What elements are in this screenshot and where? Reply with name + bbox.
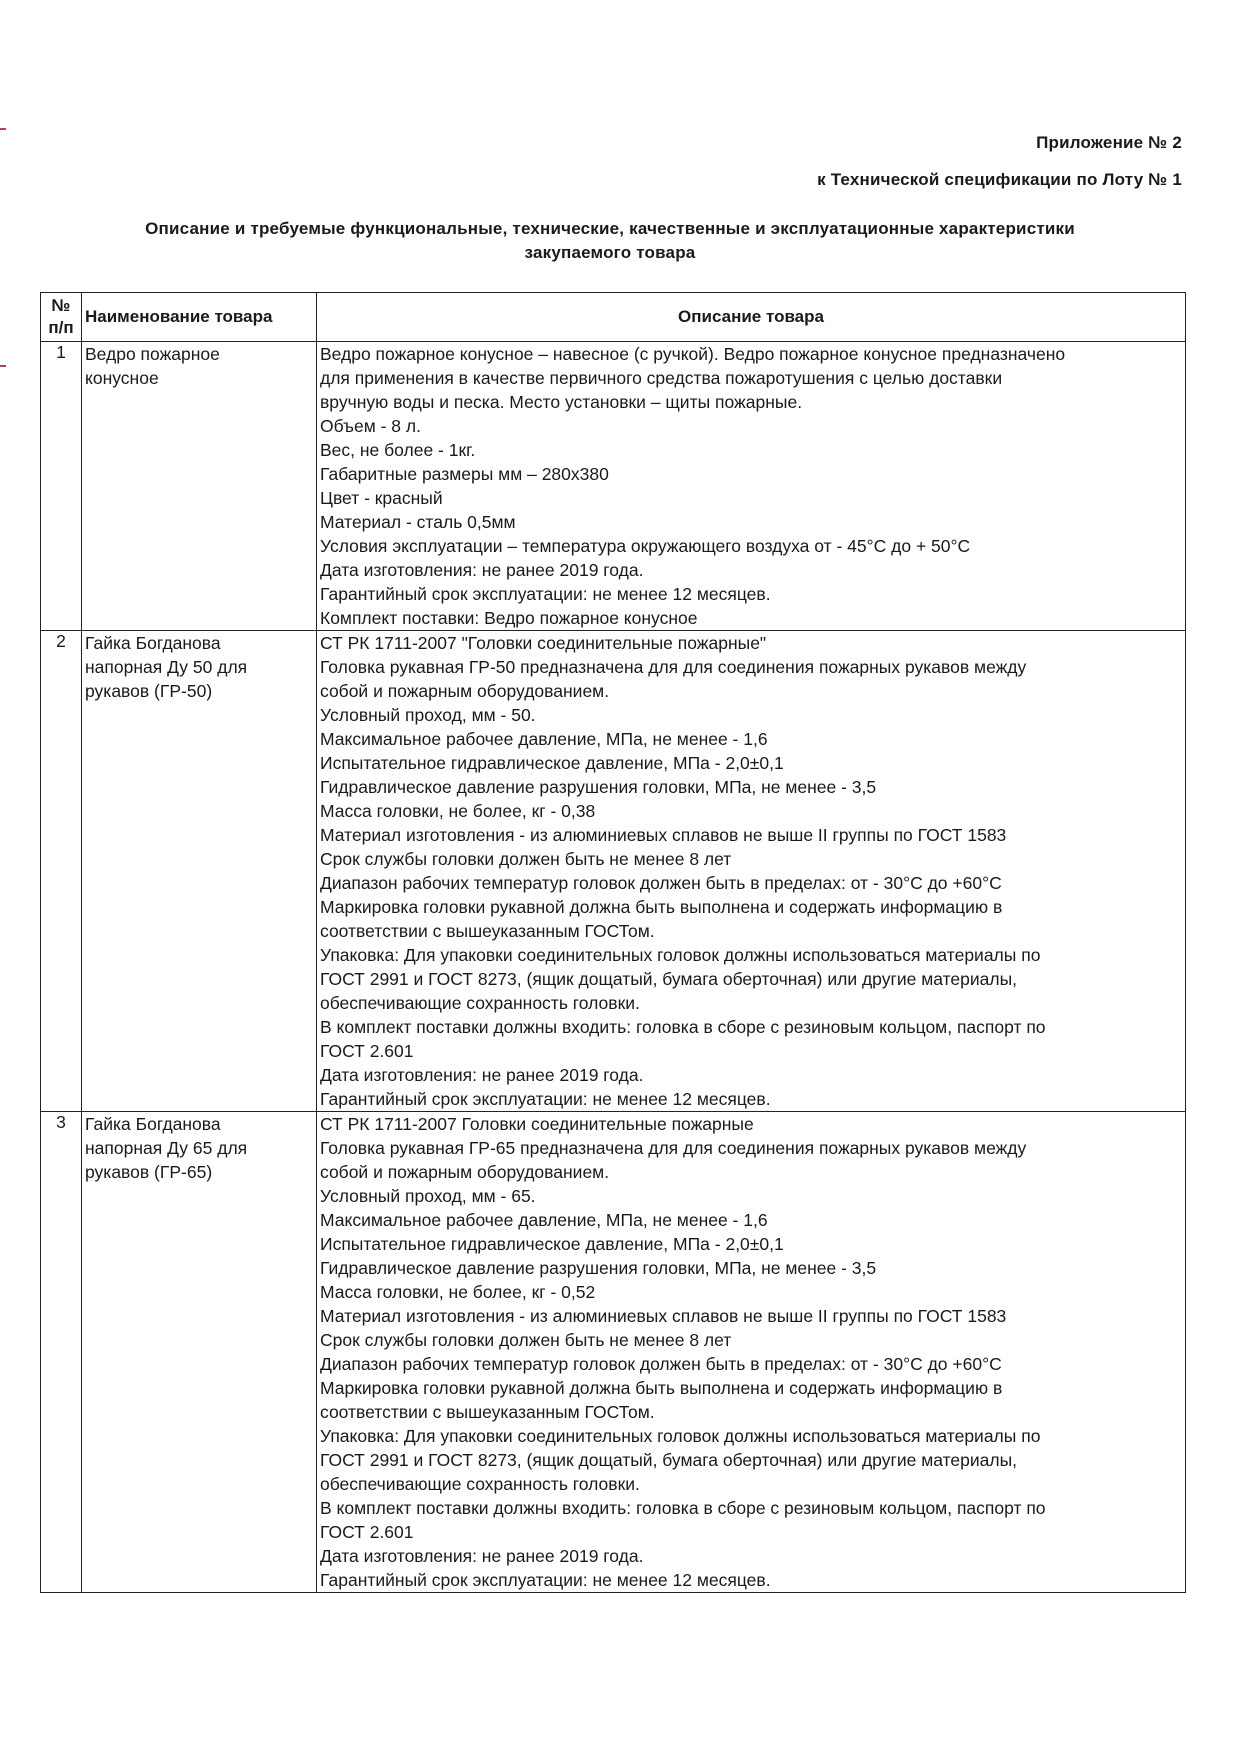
appendix-subtitle: к Технической спецификации по Лоту № 1 xyxy=(817,170,1182,189)
description-line: Материал - сталь 0,5мм xyxy=(320,512,516,532)
product-name-line: рукавов (ГР-65) xyxy=(85,1162,213,1182)
scan-margin-mark xyxy=(0,128,6,130)
description-line: собой и пожарным оборудованием. xyxy=(320,681,610,701)
description-line: Объем - 8 л. xyxy=(320,416,421,436)
description-line: Дата изготовления: не ранее 2019 года. xyxy=(320,1546,644,1566)
table-body xyxy=(41,342,1186,1593)
description-line: ГОСТ 2991 и ГОСТ 8273, (ящик дощатый, бумага оберточная) или другие материалы, xyxy=(320,969,1018,989)
description-line: Условия эксплуатации – температура окружающего воздуха от - 45°С до + 50°С xyxy=(320,536,971,556)
description-line: Комплект поставки: Ведро пожарное конусное xyxy=(320,608,698,628)
column-header-number xyxy=(41,293,82,342)
table-row xyxy=(41,342,1186,631)
product-name-line: напорная Ду 65 для xyxy=(85,1138,248,1158)
description-line: Ведро пожарное конусное – навесное (с ручкой). Ведро пожарное конусное предназначено xyxy=(320,344,1066,364)
description-line: Габаритные размеры мм – 280х380 xyxy=(320,464,609,484)
description-line: Максимальное рабочее давление, МПа, не менее - 1,6 xyxy=(320,1210,768,1230)
description-line: Материал изготовления - из алюминиевых сплавов не выше II группы по ГОСТ 1583 xyxy=(320,1306,1007,1326)
product-description-cell xyxy=(317,342,1186,631)
column-header-description: Описание товара xyxy=(317,293,1186,342)
description-line: Условный проход, мм - 65. xyxy=(320,1186,536,1206)
description-line: Гидравлическое давление разрушения головки, МПа, не менее - 3,5 xyxy=(320,777,877,797)
product-description-cell xyxy=(317,1112,1186,1593)
document-heading-line1: Описание и требуемые функциональные, технические, качественные и эксплуатационные характеристики xyxy=(145,219,1075,238)
description-line: соответствии с вышеуказанным ГОСТом. xyxy=(320,1402,655,1422)
product-name-cell xyxy=(82,1112,317,1593)
product-name-line: Ведро пожарное xyxy=(85,344,220,364)
description-line: ГОСТ 2.601 xyxy=(320,1522,414,1542)
description-line: В комплект поставки должны входить: головка в сборе с резиновым кольцом, паспорт по xyxy=(320,1017,1046,1037)
table-header-row xyxy=(41,293,1186,342)
row-number-cell: 1 xyxy=(41,342,82,631)
description-line: соответствии с вышеуказанным ГОСТом. xyxy=(320,921,655,941)
description-line: Гарантийный срок эксплуатации: не менее 12 месяцев. xyxy=(320,1570,771,1590)
description-line: собой и пожарным оборудованием. xyxy=(320,1162,610,1182)
description-line: Испытательное гидравлическое давление, МПа - 2,0±0,1 xyxy=(320,753,784,773)
product-description-cell xyxy=(317,631,1186,1112)
description-line: СТ РК 1711-2007 "Головки соединительные пожарные" xyxy=(320,633,767,653)
description-line: обеспечивающие сохранность головки. xyxy=(320,993,640,1013)
description-line: Максимальное рабочее давление, МПа, не менее - 1,6 xyxy=(320,729,768,749)
description-line: Диапазон рабочих температур головок должен быть в пределах: от - 30°С до +60°С xyxy=(320,873,1002,893)
description-line: Головка рукавная ГР-65 предназначена для для соединения пожарных рукавов между xyxy=(320,1138,1027,1158)
description-line: Срок службы головки должен быть не менее 8 лет xyxy=(320,849,732,869)
document-heading xyxy=(70,217,1150,265)
description-line: для применения в качестве первичного средства пожаротушения с целью доставки xyxy=(320,368,1003,388)
product-name-line: рукавов (ГР-50) xyxy=(85,681,213,701)
product-name-cell xyxy=(82,631,317,1112)
description-line: Диапазон рабочих температур головок должен быть в пределах: от - 30°С до +60°С xyxy=(320,1354,1002,1374)
description-line: Вес, не более - 1кг. xyxy=(320,440,476,460)
product-name-line: Гайка Богданова xyxy=(85,1114,221,1134)
description-line: Масса головки, не более, кг - 0,52 xyxy=(320,1282,596,1302)
row-number-cell: 2 xyxy=(41,631,82,1112)
table-row xyxy=(41,631,1186,1112)
document-heading-line2: закупаемого товара xyxy=(524,243,696,262)
appendix-title: Приложение № 2 xyxy=(1036,133,1182,152)
description-line: Условный проход, мм - 50. xyxy=(320,705,536,725)
description-line: Головка рукавная ГР-50 предназначена для для соединения пожарных рукавов между xyxy=(320,657,1027,677)
description-line: Упаковка: Для упаковки соединительных головок должны использоваться материалы по xyxy=(320,945,1041,965)
column-header-name: Наименование товара xyxy=(82,293,317,342)
description-line: ГОСТ 2.601 xyxy=(320,1041,414,1061)
column-header-number-line2: п/п xyxy=(48,318,74,337)
description-line: СТ РК 1711-2007 Головки соединительные пожарные xyxy=(320,1114,754,1134)
description-line: Упаковка: Для упаковки соединительных головок должны использоваться материалы по xyxy=(320,1426,1041,1446)
description-line: Цвет - красный xyxy=(320,488,443,508)
description-line: ГОСТ 2991 и ГОСТ 8273, (ящик дощатый, бумага оберточная) или другие материалы, xyxy=(320,1450,1018,1470)
product-name-line: конусное xyxy=(85,368,159,388)
specification-table xyxy=(40,292,1186,1593)
description-line: Гарантийный срок эксплуатации: не менее 12 месяцев. xyxy=(320,584,771,604)
product-name-cell xyxy=(82,342,317,631)
description-line: Материал изготовления - из алюминиевых сплавов не выше II группы по ГОСТ 1583 xyxy=(320,825,1007,845)
description-line: Маркировка головки рукавной должна быть выполнена и содержать информацию в xyxy=(320,897,1003,917)
description-line: Срок службы головки должен быть не менее 8 лет xyxy=(320,1330,732,1350)
description-line: вручную воды и песка. Место установки – щиты пожарные. xyxy=(320,392,803,412)
product-name-line: напорная Ду 50 для xyxy=(85,657,248,677)
table-row xyxy=(41,1112,1186,1593)
description-line: В комплект поставки должны входить: головка в сборе с резиновым кольцом, паспорт по xyxy=(320,1498,1046,1518)
description-line: обеспечивающие сохранность головки. xyxy=(320,1474,640,1494)
description-line: Дата изготовления: не ранее 2019 года. xyxy=(320,560,644,580)
product-name-line: Гайка Богданова xyxy=(85,633,221,653)
description-line: Гарантийный срок эксплуатации: не менее 12 месяцев. xyxy=(320,1089,771,1109)
row-number-cell: 3 xyxy=(41,1112,82,1593)
description-line: Гидравлическое давление разрушения головки, МПа, не менее - 3,5 xyxy=(320,1258,877,1278)
column-header-number-line1: № xyxy=(51,296,71,315)
description-line: Маркировка головки рукавной должна быть выполнена и содержать информацию в xyxy=(320,1378,1003,1398)
scan-margin-mark xyxy=(0,365,6,367)
description-line: Дата изготовления: не ранее 2019 года. xyxy=(320,1065,644,1085)
description-line: Испытательное гидравлическое давление, МПа - 2,0±0,1 xyxy=(320,1234,784,1254)
description-line: Масса головки, не более, кг - 0,38 xyxy=(320,801,596,821)
